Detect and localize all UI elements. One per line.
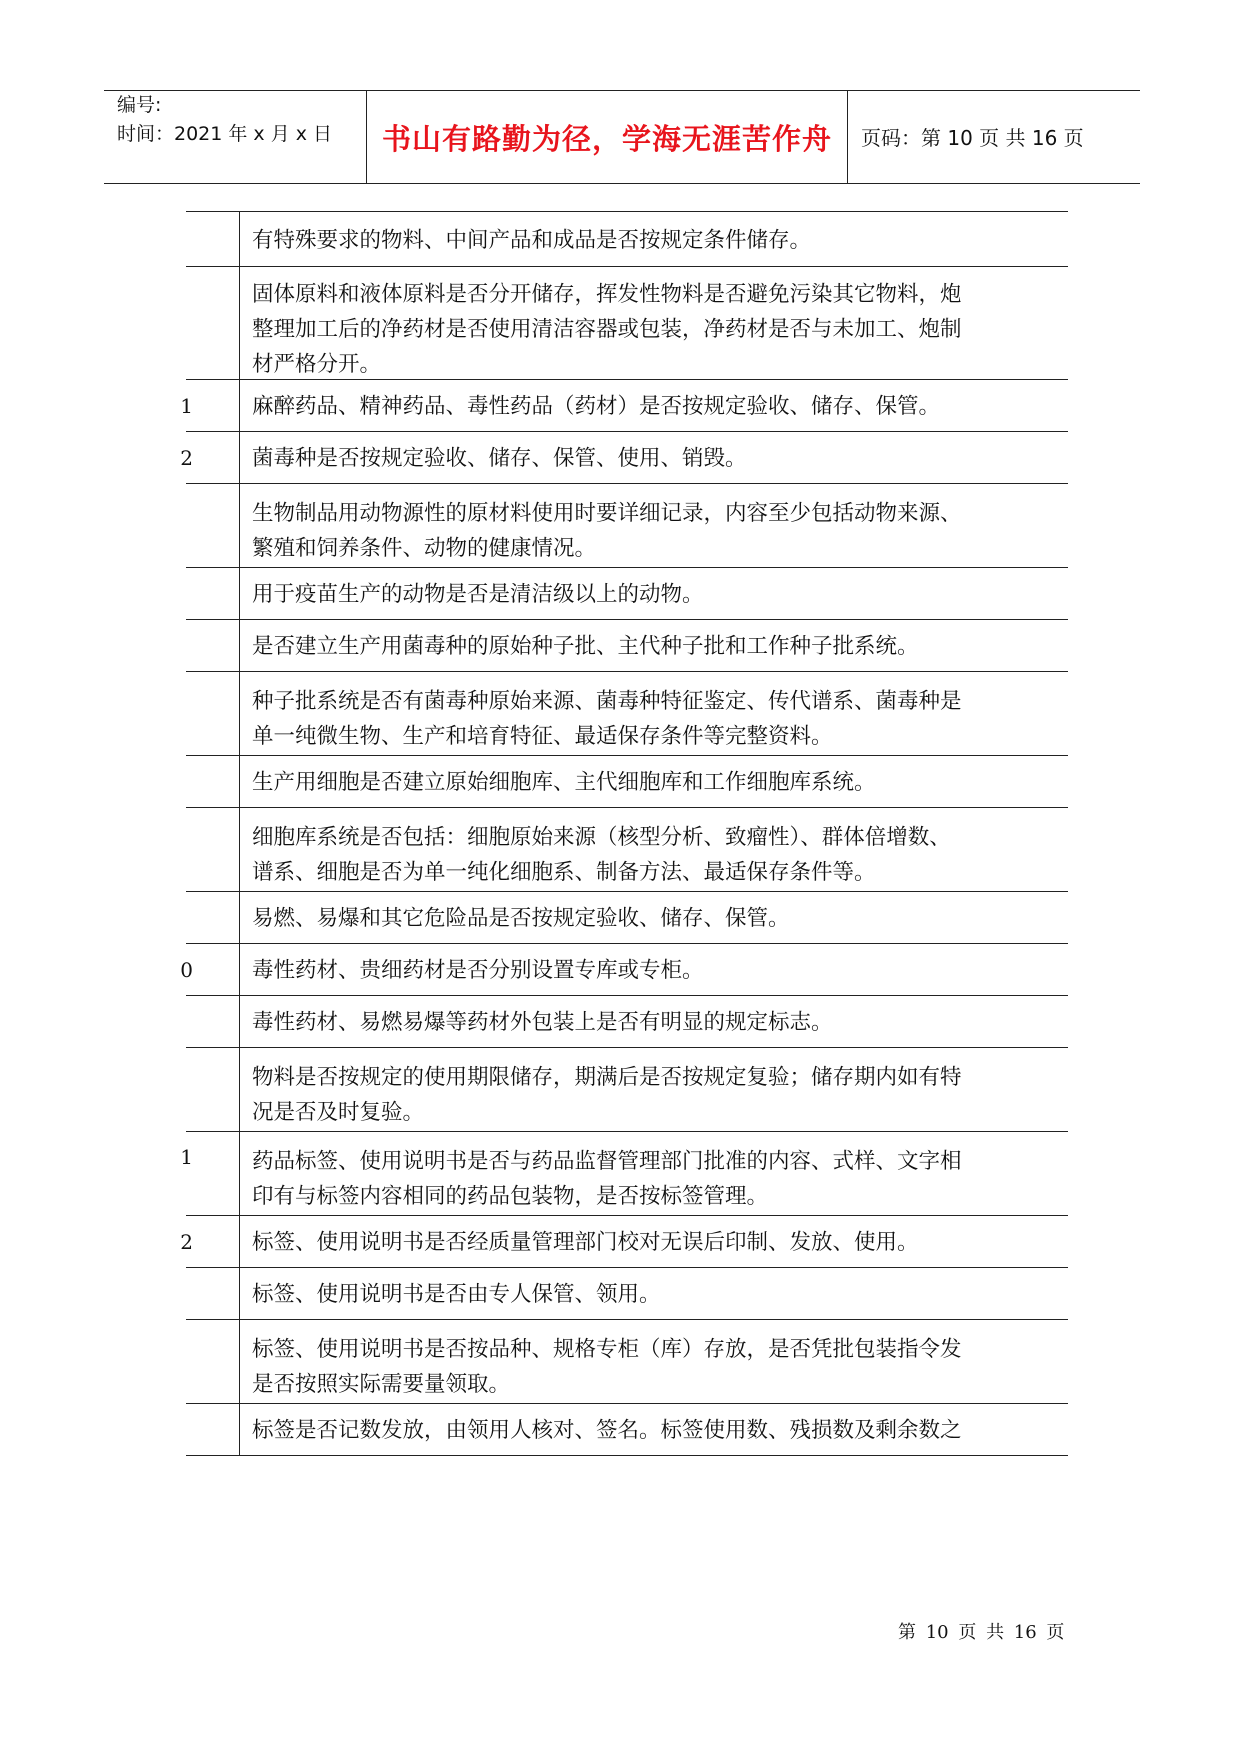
item-number-cell — [186, 1268, 240, 1319]
table-row — [186, 672, 1068, 756]
item-text — [252, 277, 1068, 382]
item-number-cell — [186, 996, 240, 1047]
item-text-line: 标签、使用说明书是否按品种、规格专柜（库）存放，是否凭批包装指令发 — [252, 1337, 962, 1362]
item-text-line: 固体原料和液体原料是否分开储存，挥发性物料是否避免污染其它物料，炮 — [252, 282, 962, 307]
item-text-line: 标签、使用说明书是否经质量管理部门校对无误后印制、发放、使用。 — [252, 1230, 919, 1255]
header-page-number: 页码：第 10 页 共 16 页 — [861, 126, 1084, 150]
table-row — [186, 1268, 1068, 1320]
item-number: 0 — [180, 958, 193, 982]
item-text-line: 材严格分开。 — [252, 352, 382, 377]
item-text-line: 标签、使用说明书是否由专人保管、领用。 — [252, 1282, 661, 1307]
item-text — [252, 684, 1068, 754]
item-text-line: 药品标签、使用说明书是否与药品监督管理部门批准的内容、式样、文字相 — [252, 1149, 962, 1174]
item-text — [252, 496, 1068, 566]
table-row — [186, 756, 1068, 808]
item-number-cell — [186, 1048, 240, 1131]
item-number: 1 — [180, 394, 193, 418]
item-number-cell — [186, 620, 240, 671]
table-row — [180, 380, 1068, 432]
item-text-line: 种子批系统是否有菌毒种原始来源、菌毒种特征鉴定、传代谱系、菌毒种是 — [252, 689, 962, 714]
item-number-cell — [180, 1132, 240, 1215]
item-text — [252, 223, 1068, 258]
table-row — [186, 892, 1068, 944]
item-text — [252, 629, 1068, 664]
item-number-cell — [186, 808, 240, 891]
item-number: 1 — [180, 1145, 193, 1169]
item-text — [252, 1144, 1068, 1214]
item-text-line: 生产用细胞是否建立原始细胞库、主代细胞库和工作细胞库系统。 — [252, 770, 876, 795]
table-row — [186, 211, 1068, 267]
item-text — [252, 1225, 1068, 1260]
item-number-cell — [180, 1216, 240, 1267]
item-number-cell — [186, 267, 240, 379]
table-row — [186, 996, 1068, 1048]
item-number-cell — [186, 484, 240, 567]
item-text-line: 有特殊要求的物料、中间产品和成品是否按规定条件储存。 — [252, 228, 812, 253]
item-text-line: 菌毒种是否按规定验收、储存、保管、使用、销毁。 — [252, 446, 747, 471]
item-text-line: 毒性药材、贵细药材是否分别设置专库或专柜。 — [252, 958, 704, 983]
table-row — [186, 808, 1068, 892]
item-text-line: 单一纯微生物、生产和培育特征、最适保存条件等完整资料。 — [252, 724, 833, 749]
item-number-cell — [180, 380, 240, 431]
item-text — [252, 820, 1068, 890]
table-row — [180, 944, 1068, 996]
item-text — [252, 765, 1068, 800]
item-text-line: 谱系、细胞是否为单一纯化细胞系、制备方法、最适保存条件等。 — [252, 860, 876, 885]
checklist-table — [180, 211, 1068, 1456]
item-text — [252, 1060, 1068, 1130]
item-text — [252, 953, 1068, 988]
page-footer: 第 10 页 共 16 页 — [898, 1622, 1065, 1643]
item-number-cell — [186, 568, 240, 619]
item-number-cell — [186, 212, 240, 266]
item-number-cell — [186, 892, 240, 943]
item-text-line: 印有与标签内容相同的药品包装物，是否按标签管理。 — [252, 1184, 769, 1209]
item-text-line: 况是否及时复验。 — [252, 1100, 425, 1125]
item-text-line: 繁殖和饲养条件、动物的健康情况。 — [252, 536, 597, 561]
table-row — [186, 267, 1068, 380]
item-number-cell — [186, 1404, 240, 1455]
header-motto: 书山有路勤为径，学海无涯苦作舟 — [381, 122, 832, 156]
document-time-label: 时间：2021 年 x 月 x 日 — [117, 123, 333, 145]
item-text — [252, 441, 1068, 476]
item-text-line: 易燃、易爆和其它危险品是否按规定验收、储存、保管。 — [252, 906, 790, 931]
item-text — [252, 389, 1068, 424]
table-row — [180, 432, 1068, 484]
item-text-line: 是否按照实际需要量领取。 — [252, 1372, 511, 1397]
item-text-line: 毒性药材、易燃易爆等药材外包装上是否有明显的规定标志。 — [252, 1010, 833, 1035]
item-text — [252, 901, 1068, 936]
table-row — [186, 1320, 1068, 1404]
table-row — [180, 1132, 1068, 1216]
item-text-line: 麻醉药品、精神药品、毒性药品（药材）是否按规定验收、储存、保管。 — [252, 394, 941, 419]
item-text-line: 整理加工后的净药材是否使用清洁容器或包装，净药材是否与未加工、炮制 — [252, 317, 962, 342]
item-number-cell — [186, 1320, 240, 1403]
table-row — [186, 1048, 1068, 1132]
header-motto-cell — [367, 91, 848, 183]
item-number: 2 — [180, 446, 193, 470]
item-text-line: 是否建立生产用菌毒种的原始种子批、主代种子批和工作种子批系统。 — [252, 634, 919, 659]
item-text-line: 标签是否记数发放，由领用人核对、签名。标签使用数、残损数及剩余数之 — [252, 1418, 962, 1443]
item-text-line: 物料是否按规定的使用期限储存，期满后是否按规定复验；储存期内如有特 — [252, 1065, 962, 1090]
table-row — [186, 1404, 1068, 1456]
table-row — [180, 1216, 1068, 1268]
table-row — [186, 484, 1068, 568]
item-number-cell — [186, 672, 240, 755]
item-text-line: 细胞库系统是否包括：细胞原始来源（核型分析、致瘤性）、群体倍增数、 — [252, 825, 951, 850]
page-header — [104, 90, 1140, 184]
item-number-cell — [180, 432, 240, 483]
header-meta-cell — [104, 91, 367, 183]
item-text — [252, 1277, 1068, 1312]
table-row — [186, 620, 1068, 672]
item-text — [252, 1332, 1068, 1402]
item-number: 2 — [180, 1230, 193, 1254]
item-text — [252, 1005, 1068, 1040]
item-text-line: 用于疫苗生产的动物是否是清洁级以上的动物。 — [252, 582, 704, 607]
document-number-label: 编号: — [117, 94, 162, 116]
item-text — [252, 1413, 1068, 1448]
header-page-cell — [848, 91, 1140, 183]
item-number-cell — [180, 944, 240, 995]
item-text — [252, 577, 1068, 612]
table-row — [186, 568, 1068, 620]
item-text-line: 生物制品用动物源性的原材料使用时要详细记录，内容至少包括动物来源、 — [252, 501, 962, 526]
item-number-cell — [186, 756, 240, 807]
